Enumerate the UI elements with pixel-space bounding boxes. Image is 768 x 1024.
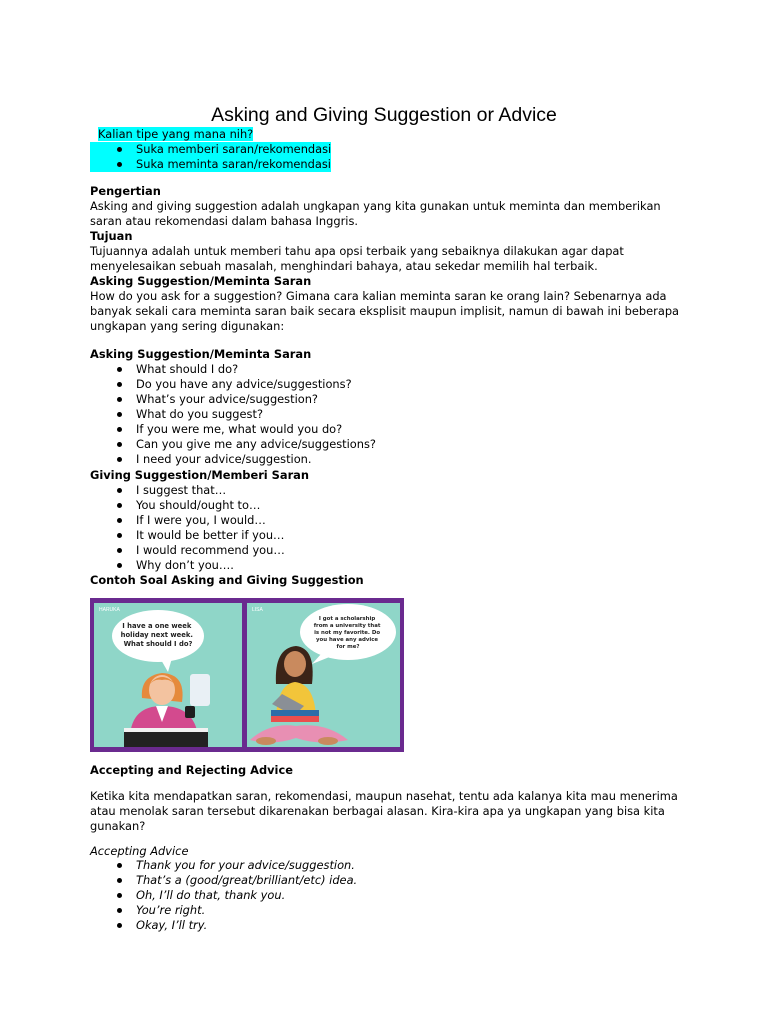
list-item: Suka memberi saran/rekomendasi [90,142,331,157]
list-item: That’s a (good/great/brilliant/etc) idea. [90,873,357,888]
asking-intro-text: How do you ask for a suggestion? Gimana cara kalian meminta saran ke orang lain? Sebenarnya ada banyak sekali cara meminta saran baik secara eksplisit maupun implisit, namun di bawah ini beberapa ungkapan yang sering digunakan: [90,289,680,333]
tujuan-heading: Tujuan [90,229,133,243]
left-bubble-line: holiday next week. [120,631,193,639]
accepting-rejecting-text: Ketika kita mendapatkan saran, rekomendasi, maupun nasehat, tentu ada kalanya kita mau menerima atau menolak saran tersebut dikarenakan berbagai alasan. Kira-kira apa ya ungkapan yang bisa kita gunakan? [90,789,678,833]
list-item: Why don’t you…. [90,558,285,573]
left-bubble-line: What should I do? [123,640,193,648]
accepting-list-heading: Accepting Advice [90,844,189,858]
list-item: If I were you, I would… [90,513,285,528]
list-item: Thank you for your advice/suggestion. [90,858,357,873]
list-item: I need your advice/suggestion. [90,452,376,467]
intro-question-text: Kalian tipe yang mana nih? [98,127,254,141]
comic-illustration [90,598,404,752]
left-bubble-line: I have a one week [122,622,192,630]
right-bubble-line: for me? [336,644,360,650]
document-title: Asking and Giving Suggestion or Advice [211,104,557,126]
pengertian-heading: Pengertian [90,184,161,198]
list-item: What do you suggest? [90,407,376,422]
accepting-list [90,858,357,933]
giving-list [90,483,285,573]
right-character-name: LISA [252,607,263,613]
pengertian-text: Asking and giving suggestion adalah ungkapan yang kita gunakan untuk meminta dan memberikan saran atau rekomendasi dalam bahasa Inggris. [90,199,661,228]
list-item: If you were me, what would you do? [90,422,376,437]
asking-list-heading: Asking Suggestion/Meminta Saran [90,347,312,361]
intro-question [98,127,698,142]
list-item: What’s your advice/suggestion? [90,392,376,407]
intro-options [90,142,331,172]
giving-list-heading: Giving Suggestion/Memberi Saran [90,468,309,482]
list-item: You should/ought to… [90,498,285,513]
list-item: I would recommend you… [90,543,285,558]
list-item: You’re right. [90,903,357,918]
right-bubble-line: from a university that [313,623,381,629]
list-item: Okay, I’ll try. [90,918,357,933]
asking-list [90,362,376,467]
svg-text:I have a one week holida [121,622,196,648]
list-item: Can you give me any advice/suggestions? [90,437,376,452]
list-item: Do you have any advice/suggestions? [90,377,376,392]
right-bubble-line: is not my favorite. Do [314,630,381,636]
list-item: It would be better if you… [90,528,285,543]
accepting-rejecting-heading: Accepting and Rejecting Advice [90,763,293,777]
right-bubble-line: I got a scholarship [318,616,376,622]
right-bubble-line: you have any advice [316,637,379,643]
list-item: I suggest that… [90,483,285,498]
contoh-heading: Contoh Soal Asking and Giving Suggestion [90,573,364,587]
list-item: Suka meminta saran/rekomendasi [90,157,331,172]
left-character-name: HARUKA [99,607,120,613]
list-item: Oh, I’ll do that, thank you. [90,888,357,903]
list-item: What should I do? [90,362,376,377]
tujuan-text: Tujuannya adalah untuk memberi tahu apa opsi terbaik yang sebaiknya dilakukan agar dapat menyelesaikan sebuah masalah, menghindari bahaya, atau sekedar memilih hal terbaik. [90,244,624,273]
asking-intro-heading: Asking Suggestion/Meminta Saran [90,274,312,288]
